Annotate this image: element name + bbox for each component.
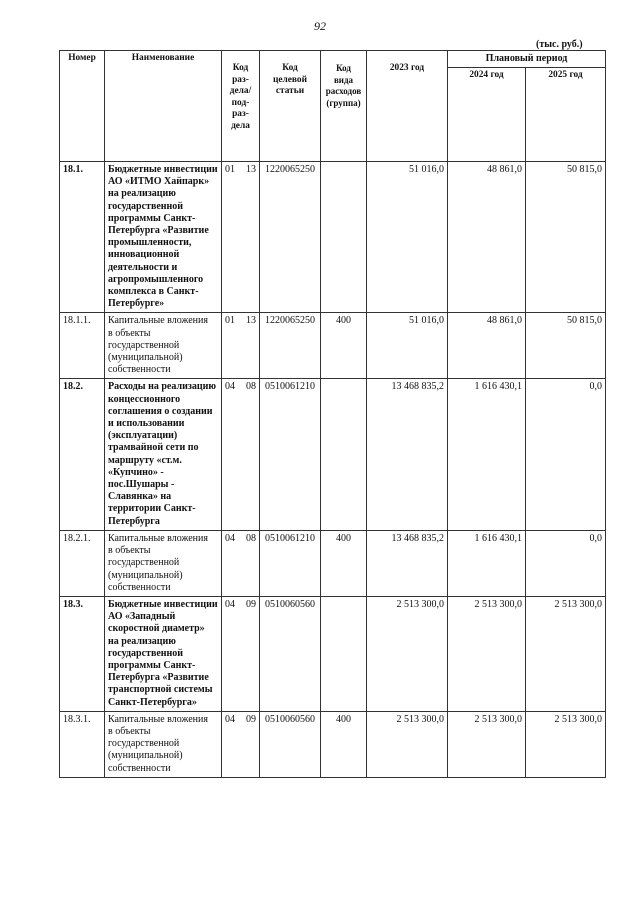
target-code: 0510061210 (260, 379, 321, 530)
row-name: Бюджетные инвестиции АО «Западный скоростной диаметр» на реализацию государственной программы Санкт- Петербурга «Развитие транспортной системы Санкт-Петербурга» (105, 596, 222, 711)
amount-2025: 0,0 (526, 530, 606, 596)
amount-2023: 2 513 300,0 (367, 711, 448, 777)
table-row (60, 379, 606, 530)
row-name: Капитальные вложения в объекты государственной (муниципальной) собственности (105, 313, 222, 379)
amount-2024: 2 513 300,0 (448, 596, 526, 711)
header-name: Наименование (105, 51, 222, 162)
header-year-2025: 2025 год (526, 67, 606, 162)
amount-2024: 48 861,0 (448, 313, 526, 379)
table-row (60, 711, 606, 777)
expense-type-code: 400 (321, 313, 367, 379)
amount-2024: 48 861,0 (448, 162, 526, 313)
amount-2025: 2 513 300,0 (526, 711, 606, 777)
expense-type-code (321, 162, 367, 313)
podrazdel-code: 09 (246, 598, 256, 610)
amount-2023: 13 468 835,2 (367, 530, 448, 596)
podrazdel-code: 08 (246, 532, 256, 544)
amount-2025: 50 815,0 (526, 313, 606, 379)
section-code-cell (222, 711, 260, 777)
target-code: 1220065250 (260, 162, 321, 313)
section-code-cell (222, 379, 260, 530)
header-number: Номер (60, 51, 105, 162)
row-number: 18.2.1. (60, 530, 105, 596)
header-plan-period: Плановый период (448, 51, 606, 68)
table-row (60, 162, 606, 313)
amount-2023: 51 016,0 (367, 162, 448, 313)
amount-2024: 1 616 430,1 (448, 379, 526, 530)
podrazdel-code: 13 (246, 164, 256, 175)
row-name: Капитальные вложения в объекты государственной (муниципальной) собственности (105, 530, 222, 596)
table-row (60, 530, 606, 596)
razdel-code: 04 (225, 532, 235, 544)
row-name: Бюджетные инвестиции АО «ИТМО Хайпарк» на реализацию государственной программы Санкт- Петербурга «Развитие промышленности, инновационной деятельности и агропромышленного комплекса в Санкт- Петербурге» (105, 162, 222, 313)
expense-type-code (321, 596, 367, 711)
header-section-code: Код раз- дела/ под- раз- дела (222, 51, 260, 162)
amount-2025: 0,0 (526, 379, 606, 530)
section-code-cell (222, 596, 260, 711)
target-code: 0510060560 (260, 596, 321, 711)
budget-table (59, 50, 606, 778)
expense-type-code: 400 (321, 530, 367, 596)
row-name: Расходы на реализацию концессионного соглашения о создании и использовании (эксплуатации) трамвайной сети по маршруту «ст.м. «Купчино» - пос.Шушары - Славянка» на территории Санкт- Петербурга (105, 379, 222, 530)
section-code-cell (222, 162, 260, 313)
units-label: (тыс. руб.) (536, 39, 583, 50)
target-code: 0510060560 (260, 711, 321, 777)
razdel-code: 04 (225, 598, 235, 610)
target-code: 0510061210 (260, 530, 321, 596)
header-year-2023: 2023 год (367, 51, 448, 162)
row-number: 18.3. (60, 596, 105, 711)
row-number: 18.2. (60, 379, 105, 530)
section-code-cell (222, 313, 260, 379)
amount-2024: 2 513 300,0 (448, 711, 526, 777)
expense-type-code (321, 379, 367, 530)
row-name: Капитальные вложения в объекты государственной (муниципальной) собственности (105, 711, 222, 777)
podrazdel-code: 09 (246, 713, 256, 725)
header-year-2024: 2024 год (448, 67, 526, 162)
table-row (60, 313, 606, 379)
razdel-code: 04 (225, 381, 235, 393)
amount-2025: 2 513 300,0 (526, 596, 606, 711)
amount-2025: 50 815,0 (526, 162, 606, 313)
podrazdel-code: 08 (246, 381, 256, 393)
table-row (60, 596, 606, 711)
amount-2023: 2 513 300,0 (367, 596, 448, 711)
expense-type-code: 400 (321, 711, 367, 777)
razdel-code: 01 (225, 164, 235, 175)
amount-2024: 1 616 430,1 (448, 530, 526, 596)
amount-2023: 13 468 835,2 (367, 379, 448, 530)
row-number: 18.1.1. (60, 313, 105, 379)
row-number: 18.3.1. (60, 711, 105, 777)
podrazdel-code: 13 (246, 315, 256, 327)
amount-2023: 51 016,0 (367, 313, 448, 379)
header-expense-type-code: Код вида расходов (группа) (321, 51, 367, 162)
razdel-code: 01 (225, 315, 235, 327)
page-number: 92 (314, 19, 326, 33)
target-code: 1220065250 (260, 313, 321, 379)
section-code-cell (222, 530, 260, 596)
row-number: 18.1. (60, 162, 105, 313)
header-target-code: Код целевой статьи (260, 51, 321, 162)
razdel-code: 04 (225, 713, 235, 725)
